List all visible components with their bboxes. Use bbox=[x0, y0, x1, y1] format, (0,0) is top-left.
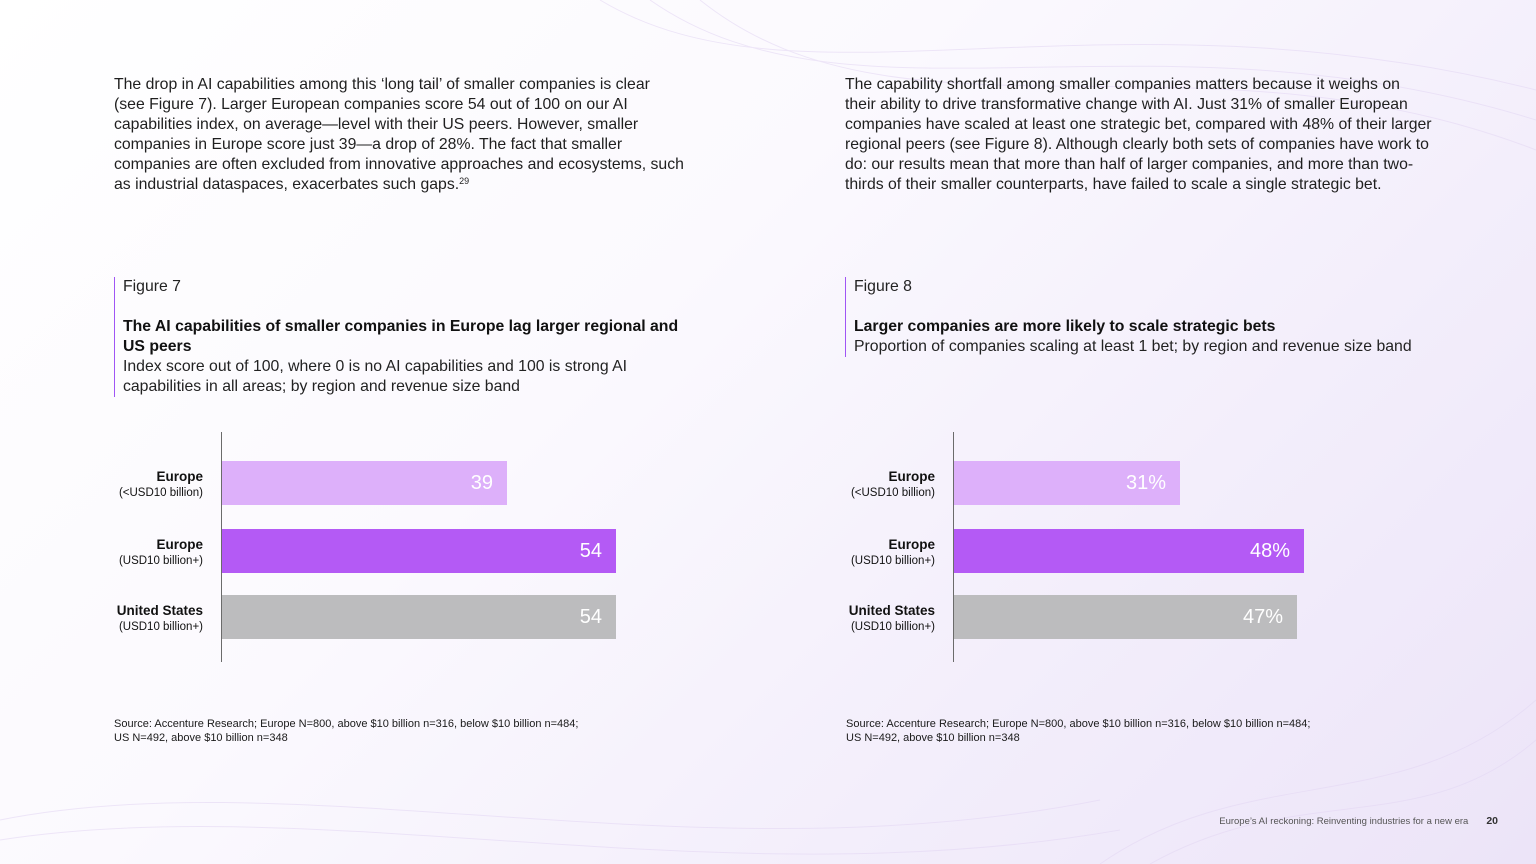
category-label-sub: (USD10 billion+) bbox=[850, 620, 935, 633]
bar-value-label: 48% bbox=[1249, 540, 1290, 562]
bar bbox=[954, 461, 1180, 505]
category-label-sub: (USD10 billion+) bbox=[118, 554, 203, 567]
category-label-sub: (<USD10 billion) bbox=[850, 486, 935, 499]
figure-8-bar-chart bbox=[832, 432, 1432, 662]
figure-7-heading bbox=[114, 277, 683, 397]
category-label bbox=[100, 595, 203, 641]
bar-value-label: 54 bbox=[579, 540, 602, 562]
bar bbox=[954, 595, 1297, 639]
footnote-marker: 29 bbox=[459, 176, 470, 186]
category-label-main: United States bbox=[848, 602, 935, 618]
left-intro-paragraph: The drop in AI capabilities among this ‘long tail’ of smaller companies is clear (see Figure 7). Larger European companies score 54 out of 100 on our AI capabilities index, on average—level with their US peers. However, smaller companies in Europe score just 39—a drop of 28%. The fact that smaller companies are often excluded from innovative approaches and ecosystems, such as industrial dataspaces, exacerbates such gaps.$^{29}$ bbox=[114, 76, 684, 193]
source-line: US N=492, above $10 billion n=348 bbox=[846, 731, 1020, 744]
source-line: US N=492, above $10 billion n=348 bbox=[114, 731, 288, 744]
page-footer bbox=[1219, 815, 1498, 827]
category-label-main: Europe bbox=[888, 536, 935, 552]
figure-8-heading bbox=[845, 277, 1414, 357]
chart-row bbox=[100, 461, 700, 507]
category-label-main: United States bbox=[116, 602, 203, 618]
category-label-main: Europe bbox=[156, 536, 203, 552]
bar bbox=[222, 595, 616, 639]
chart-row bbox=[832, 461, 1432, 507]
category-label-sub: (<USD10 billion) bbox=[118, 486, 203, 499]
category-label-main: Europe bbox=[888, 468, 935, 484]
figure-7-source bbox=[114, 718, 674, 745]
bar bbox=[222, 461, 507, 505]
bar-value-label: 31% bbox=[1125, 472, 1166, 494]
left-intro-column bbox=[114, 75, 684, 195]
figure-7-bar-chart bbox=[100, 432, 700, 662]
category-label bbox=[100, 461, 203, 507]
figure-8-source bbox=[846, 718, 1406, 745]
figure-7-subtitle: Index score out of 100, where 0 is no AI capabilities and 100 is strong AI capabilities in all areas; by region and revenue size band bbox=[123, 358, 628, 395]
chart-row bbox=[100, 595, 700, 641]
chart-row bbox=[832, 595, 1432, 641]
category-label bbox=[832, 529, 935, 575]
figure-8-label: Figure 8 bbox=[854, 278, 912, 295]
bar-value-label: 39 bbox=[470, 472, 493, 494]
source-line: Source: Accenture Research; Europe N=800, above $10 billion n=316, below $10 billion n=484; bbox=[846, 718, 1311, 730]
category-label bbox=[832, 461, 935, 507]
category-label bbox=[100, 529, 203, 575]
chart-row bbox=[832, 529, 1432, 575]
figure-8-subtitle: Proportion of companies scaling at least 1 bet; by region and revenue size band bbox=[854, 338, 1412, 355]
bar-value-label: 54 bbox=[579, 606, 602, 628]
footer-title: Europe’s AI reckoning: Reinventing industries for a new era bbox=[1219, 816, 1469, 827]
right-intro-paragraph: The capability shortfall among smaller companies matters because it weighs on their ability to drive transformative change with AI. Just 31% of smaller European companies have scaled at least one strategic bet, compared with 48% of their larger regional peers (see Figure 8). Although clearly both sets of companies have work to do: our results mean that more than half of larger companies, and more than two-thirds of their smaller counterparts, have failed to scale a single strategic bet. bbox=[845, 76, 1432, 193]
figure-7-label: Figure 7 bbox=[123, 278, 181, 295]
category-label-sub: (USD10 billion+) bbox=[850, 554, 935, 567]
bar-value-label: 47% bbox=[1242, 606, 1283, 628]
page-number: 20 bbox=[1486, 815, 1498, 827]
bar bbox=[954, 529, 1304, 573]
category-label bbox=[832, 595, 935, 641]
source-line: Source: Accenture Research; Europe N=800, above $10 billion n=316, below $10 billion n=484; bbox=[114, 718, 579, 730]
figure-7-title: The AI capabilities of smaller companies in Europe lag larger regional and US peers bbox=[123, 318, 679, 355]
chart-row bbox=[100, 529, 700, 575]
category-label-sub: (USD10 billion+) bbox=[118, 620, 203, 633]
figure-8-title: Larger companies are more likely to scale strategic bets bbox=[854, 318, 1276, 335]
bar bbox=[222, 529, 616, 573]
category-label-main: Europe bbox=[156, 468, 203, 484]
right-intro-column bbox=[845, 75, 1435, 195]
